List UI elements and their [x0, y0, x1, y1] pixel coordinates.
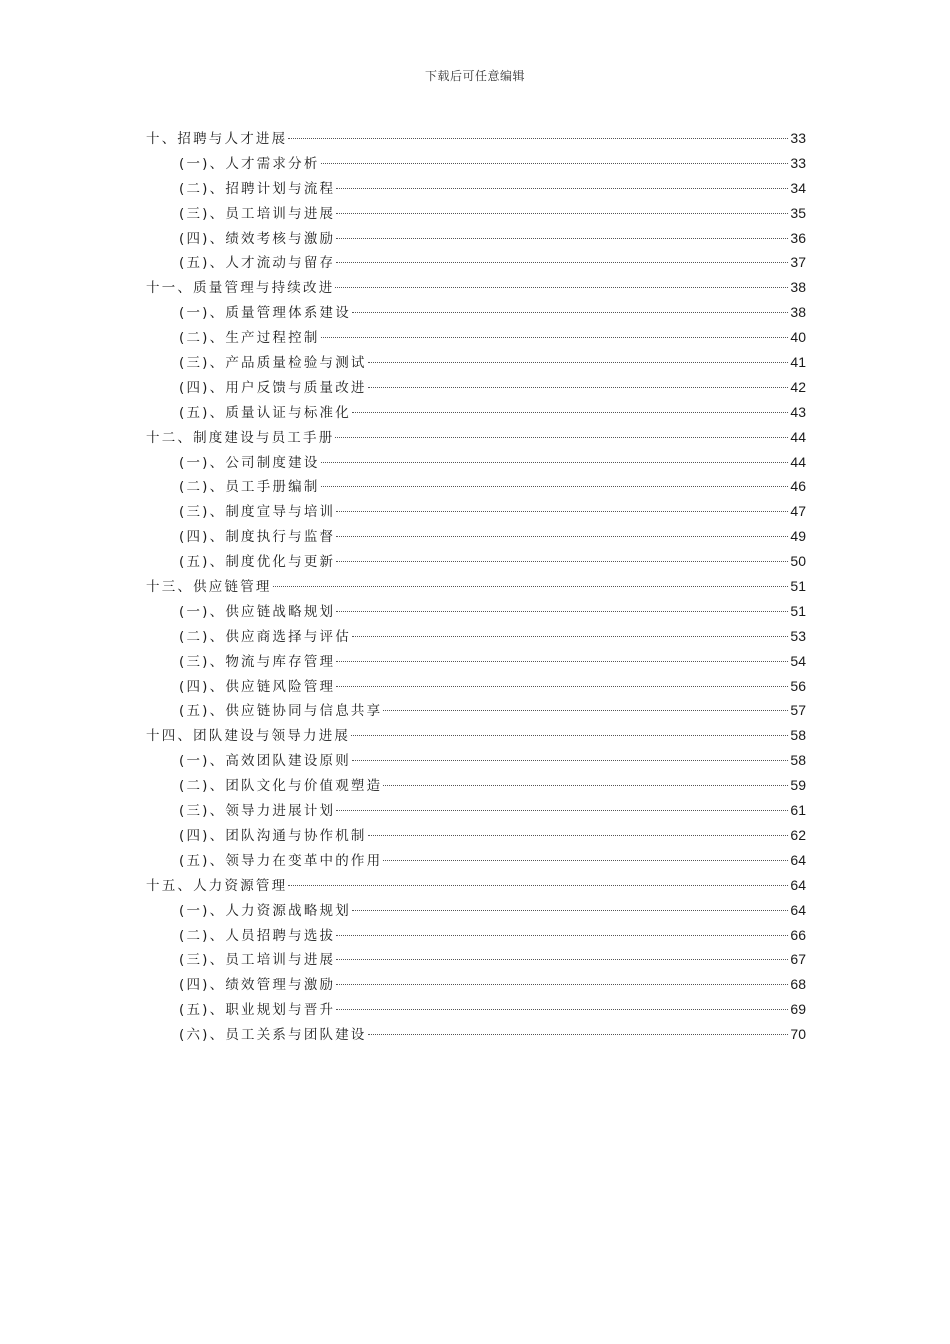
toc-page-number: 62	[790, 826, 806, 843]
toc-section-entry[interactable]	[146, 997, 806, 1022]
toc-chapter-entry[interactable]	[146, 126, 806, 151]
toc-dot-leader	[273, 586, 789, 587]
toc-entry-label: (三)、制度宣导与培训	[179, 504, 336, 521]
toc-section-entry[interactable]	[146, 300, 806, 325]
toc-page-number: 61	[790, 802, 806, 819]
toc-entry-label: (六)、员工关系与团队建设	[179, 1027, 367, 1044]
toc-section-entry[interactable]	[146, 898, 806, 923]
toc-page-number: 34	[790, 179, 806, 196]
toc-entry-label: (三)、产品质量检验与测试	[179, 355, 367, 372]
toc-section-entry[interactable]	[146, 972, 806, 997]
toc-page-number: 35	[790, 204, 806, 221]
toc-dot-leader	[352, 312, 788, 313]
toc-dot-leader	[336, 213, 788, 214]
toc-section-entry[interactable]	[146, 624, 806, 649]
toc-entry-label: (五)、制度优化与更新	[179, 554, 336, 571]
toc-dot-leader	[336, 1009, 788, 1010]
toc-entry-label: 十二、制度建设与员工手册	[146, 429, 335, 446]
toc-entry-label: (一)、人才需求分析	[179, 155, 320, 172]
toc-page-number: 69	[790, 1001, 806, 1018]
toc-entry-label: (五)、人才流动与留存	[179, 255, 336, 272]
toc-page-number: 37	[790, 254, 806, 271]
toc-section-entry[interactable]	[146, 325, 806, 350]
toc-entry-label: (二)、招聘计划与流程	[179, 180, 336, 197]
toc-page-number: 38	[790, 279, 806, 296]
toc-dot-leader	[383, 860, 788, 861]
toc-section-entry[interactable]	[146, 947, 806, 972]
toc-section-entry[interactable]	[146, 823, 806, 848]
toc-chapter-entry[interactable]	[146, 873, 806, 898]
toc-section-entry[interactable]	[146, 599, 806, 624]
toc-page-number: 67	[790, 951, 806, 968]
toc-dot-leader	[368, 835, 789, 836]
toc-page-number: 49	[790, 528, 806, 545]
toc-page-number: 59	[790, 777, 806, 794]
toc-entry-label: (三)、员工培训与进展	[179, 205, 336, 222]
toc-entry-label: (二)、团队文化与价值观塑造	[179, 778, 383, 795]
toc-section-entry[interactable]	[146, 499, 806, 524]
toc-entry-label: (四)、团队沟通与协作机制	[179, 827, 367, 844]
toc-page-number: 40	[790, 329, 806, 346]
toc-entry-label: 十三、供应链管理	[146, 579, 272, 596]
toc-entry-label: (三)、领导力进展计划	[179, 803, 336, 820]
toc-entry-label: (三)、物流与库存管理	[179, 653, 336, 670]
toc-dot-leader	[336, 262, 788, 263]
toc-entry-label: (五)、领导力在变革中的作用	[179, 852, 383, 869]
toc-section-entry[interactable]	[146, 226, 806, 251]
toc-entry-label: 十、招聘与人才进展	[146, 131, 288, 147]
toc-section-entry[interactable]	[146, 549, 806, 574]
toc-page-number: 46	[790, 478, 806, 495]
toc-dot-leader	[336, 561, 788, 562]
toc-dot-leader	[336, 536, 788, 537]
toc-dot-leader	[288, 885, 788, 886]
toc-dot-leader	[352, 910, 788, 911]
toc-section-entry[interactable]	[146, 773, 806, 798]
toc-page-number: 53	[790, 627, 806, 644]
toc-entry-label: (五)、职业规划与晋升	[179, 1002, 336, 1019]
toc-entry-label: (一)、高效团队建设原则	[179, 753, 351, 770]
toc-page-number: 54	[790, 652, 806, 669]
toc-entry-label: (二)、生产过程控制	[179, 330, 320, 347]
toc-section-entry[interactable]	[146, 698, 806, 723]
toc-dot-leader	[336, 238, 788, 239]
toc-section-entry[interactable]	[146, 524, 806, 549]
table-of-contents	[146, 126, 806, 1047]
toc-section-entry[interactable]	[146, 748, 806, 773]
toc-page-number: 66	[790, 926, 806, 943]
toc-section-entry[interactable]	[146, 848, 806, 873]
toc-dot-leader	[368, 362, 789, 363]
toc-dot-leader	[321, 337, 789, 338]
toc-page-number: 56	[790, 677, 806, 694]
page-header: 下载后可任意编辑	[424, 69, 525, 83]
toc-page-number: 44	[790, 428, 806, 445]
toc-section-entry[interactable]	[146, 176, 806, 201]
toc-chapter-entry[interactable]	[146, 425, 806, 450]
toc-dot-leader	[336, 984, 788, 985]
toc-dot-leader	[368, 1034, 789, 1035]
toc-dot-leader	[335, 287, 788, 288]
toc-entry-label: (一)、质量管理体系建设	[179, 305, 351, 322]
toc-dot-leader	[352, 636, 788, 637]
toc-section-entry[interactable]	[146, 450, 806, 475]
toc-entry-label: (四)、制度执行与监督	[179, 529, 336, 546]
toc-entry-label: (五)、质量认证与标准化	[179, 404, 351, 421]
toc-page-number: 68	[790, 976, 806, 993]
toc-entry-label: (四)、供应链风险管理	[179, 678, 336, 695]
toc-entry-label: (二)、员工手册编制	[179, 479, 320, 496]
toc-section-entry[interactable]	[146, 151, 806, 176]
toc-dot-leader	[336, 611, 788, 612]
toc-dot-leader	[336, 959, 788, 960]
toc-section-entry[interactable]	[146, 250, 806, 275]
toc-entry-label: (四)、绩效管理与激励	[179, 977, 336, 994]
toc-entry-label: (四)、用户反馈与质量改进	[179, 379, 367, 396]
toc-page-number: 42	[790, 378, 806, 395]
toc-dot-leader	[351, 735, 788, 736]
toc-entry-label: (一)、公司制度建设	[179, 454, 320, 471]
toc-page-number: 64	[790, 901, 806, 918]
toc-page-number: 51	[790, 578, 806, 595]
toc-page-number: 57	[790, 702, 806, 719]
toc-entry-label: 十一、质量管理与持续改进	[146, 280, 335, 297]
toc-page-number: 44	[790, 453, 806, 470]
toc-dot-leader	[288, 138, 788, 139]
toc-page-number: 70	[790, 1026, 806, 1043]
toc-dot-leader	[368, 387, 789, 388]
toc-section-entry[interactable]	[146, 798, 806, 823]
toc-dot-leader	[336, 511, 788, 512]
toc-entry-label: (一)、供应链战略规划	[179, 603, 336, 620]
toc-section-entry[interactable]	[146, 649, 806, 674]
toc-entry-label: (四)、绩效考核与激励	[179, 230, 336, 247]
toc-page-number: 38	[790, 304, 806, 321]
toc-dot-leader	[321, 486, 789, 487]
toc-page-number: 64	[790, 851, 806, 868]
toc-page-number: 51	[790, 602, 806, 619]
toc-page-number: 47	[790, 503, 806, 520]
toc-section-entry[interactable]	[146, 400, 806, 425]
toc-entry-label: (五)、供应链协同与信息共享	[179, 703, 383, 720]
toc-page-number: 58	[790, 727, 806, 744]
toc-page-number: 64	[790, 876, 806, 893]
toc-dot-leader	[336, 935, 788, 936]
toc-chapter-entry[interactable]	[146, 723, 806, 748]
toc-section-entry[interactable]	[146, 375, 806, 400]
toc-section-entry[interactable]	[146, 350, 806, 375]
toc-section-entry[interactable]	[146, 1022, 806, 1047]
toc-dot-leader	[336, 810, 788, 811]
toc-page-number: 58	[790, 752, 806, 769]
toc-dot-leader	[335, 437, 788, 438]
toc-page-number: 43	[790, 403, 806, 420]
toc-dot-leader	[336, 661, 788, 662]
toc-page-number: 33	[790, 154, 806, 171]
toc-dot-leader	[336, 686, 788, 687]
toc-dot-leader	[383, 785, 788, 786]
toc-chapter-entry[interactable]	[146, 574, 806, 599]
toc-chapter-entry[interactable]	[146, 275, 806, 300]
toc-entry-label: (二)、人员招聘与选拔	[179, 927, 336, 944]
toc-entry-label: 十五、人力资源管理	[146, 877, 288, 894]
toc-dot-leader	[352, 760, 788, 761]
toc-section-entry[interactable]	[146, 923, 806, 948]
toc-section-entry[interactable]	[146, 201, 806, 226]
toc-page-number: 33	[790, 130, 806, 146]
toc-entry-label: (二)、供应商选择与评估	[179, 628, 351, 645]
toc-dot-leader	[336, 188, 788, 189]
toc-entry-label: 十四、团队建设与领导力进展	[146, 728, 351, 745]
toc-page-number: 36	[790, 229, 806, 246]
toc-entry-label: (三)、员工培训与进展	[179, 952, 336, 969]
toc-dot-leader	[383, 710, 788, 711]
toc-entry-label: (一)、人力资源战略规划	[179, 902, 351, 919]
toc-dot-leader	[321, 462, 789, 463]
toc-dot-leader	[352, 412, 788, 413]
toc-section-entry[interactable]	[146, 474, 806, 499]
toc-section-entry[interactable]	[146, 674, 806, 699]
toc-dot-leader	[321, 163, 789, 164]
toc-page-number: 50	[790, 553, 806, 570]
toc-page-number: 41	[790, 354, 806, 371]
